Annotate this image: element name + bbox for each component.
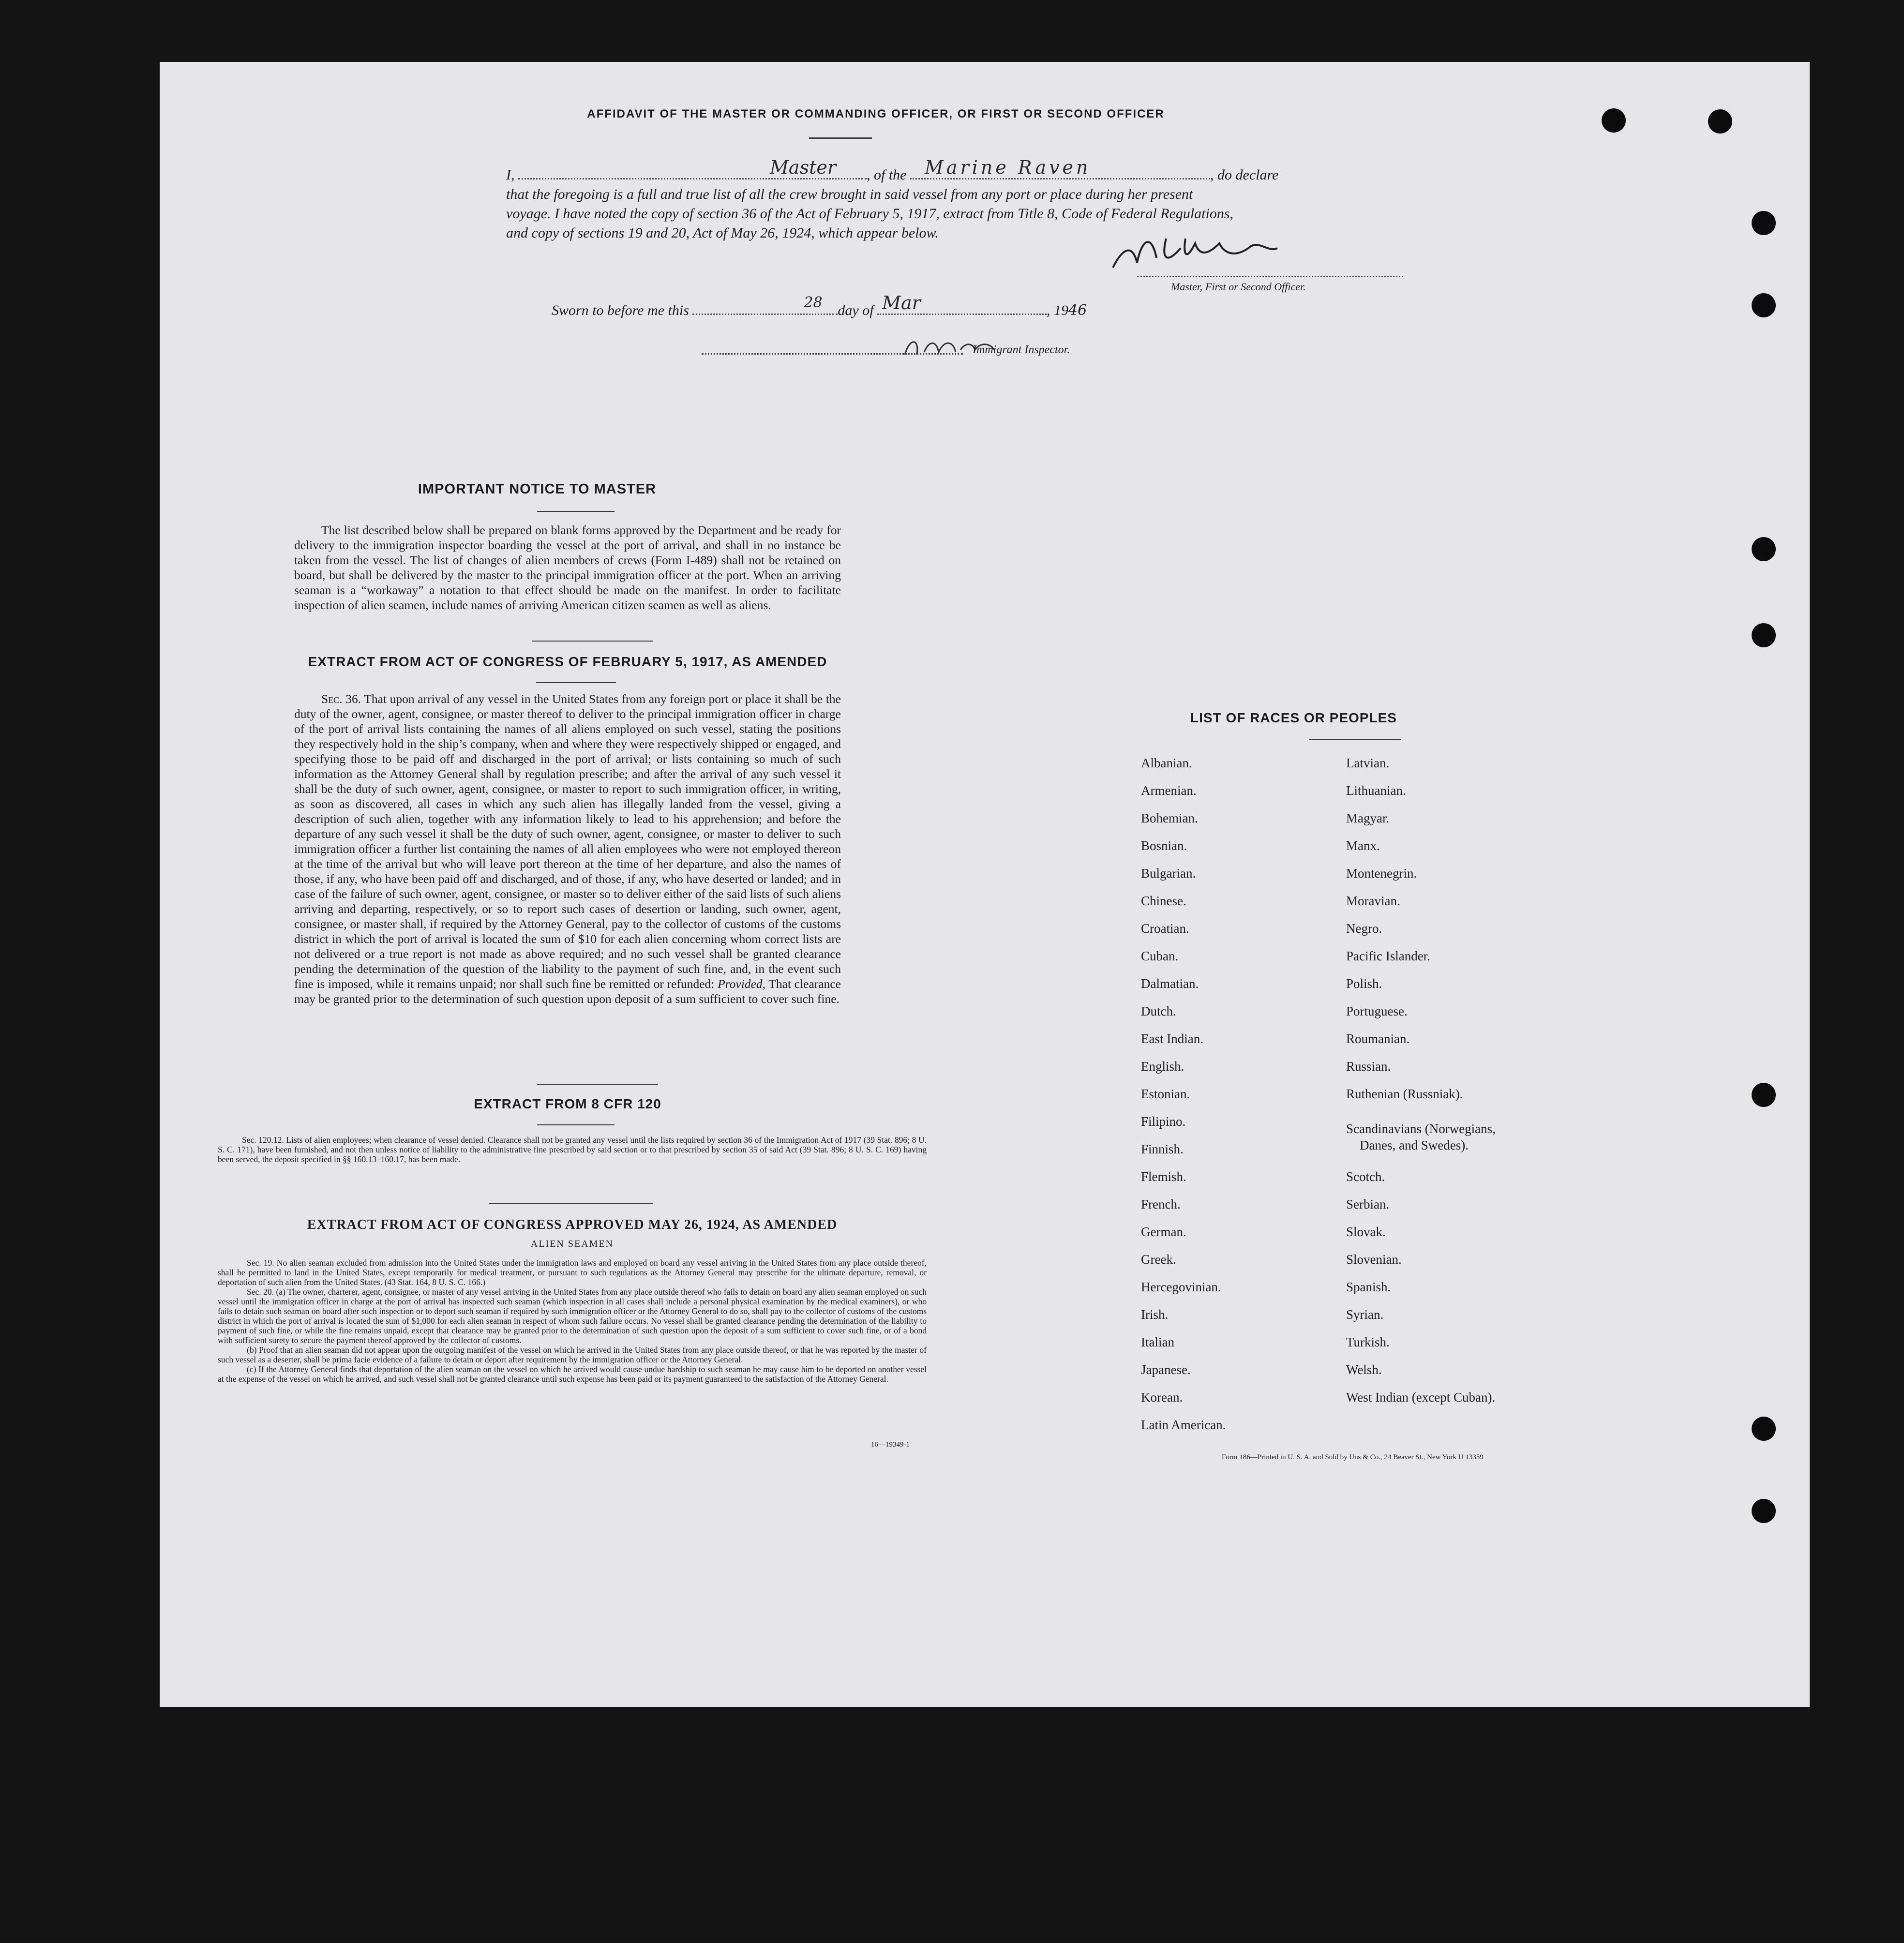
signature-label: Master, First or Second Officer. (1171, 281, 1306, 293)
extract-cfr-title: EXTRACT FROM 8 CFR 120 (474, 1096, 661, 1111)
race-item: Scandinavians (Norwegians, (1346, 1121, 1496, 1136)
race-item: Dutch. (1141, 1004, 1176, 1018)
section-36-label: Sec. 36. (321, 692, 361, 706)
punch-hole (1752, 537, 1776, 561)
punch-hole (1752, 293, 1776, 317)
proviso-label: Provided, (718, 977, 766, 991)
race-item: Latin American. (1141, 1418, 1226, 1432)
master-signature (1103, 229, 1345, 277)
punch-hole (1602, 108, 1626, 133)
race-item: Armenian. (1141, 783, 1197, 798)
do-declare-text: , do declare (1210, 167, 1279, 183)
race-item: Bosnian. (1141, 838, 1187, 853)
affidavit-title: AFFIDAVIT OF THE MASTER OR COMMANDING OFFICER, OR FIRST OR SECOND OFFICER (587, 107, 1165, 120)
punch-hole (1752, 1417, 1776, 1441)
notice-end-rule (532, 641, 653, 642)
section-36-text: That upon arrival of any vessel in the United States from any foreign port or place it shall be the duty of the owner, agent, consignee, or master thereof to deliver to the principal immigration officer in charge of the port of arrival lists containing the names of all aliens employed on such vessel, stating the positions they respectively hold in the ship’s company, when and where they were respectively shipped or engaged, and specifying those to be paid off and discharged in the port of arrival; or lists containing so much of such information as the Attorney General shall by regulation prescribe; and after the arrival of any such vessel it shall be the duty of such owner, agent, consignee, or master to report to such immigration officer, in writing, as soon as discovered, all cases in which any such alien has illegally landed from the vessel, giving a description of such alien, together with any information likely to lead to his apprehension; and before the departure of any such vessel it shall be the duty of such owner, agent, consignee, or master to deliver to such immigration officer a further list containing the names of all alien employees who were not employed thereon at the time of the arrival but who will leave port thereon at the time of her departure, and also the names of those, if any, who have been paid off and discharged, and of those, if any, who have deserted or landed; and in case of the failure of such owner, agent, consignee, or master so to deliver either of the said lists of such aliens arriving and departing, respectively, or so to report such cases of desertion or landing, such owner, agent, consignee, or master shall, if required by the Attorney General, pay to the collector of customs of the customs district in which the port of arrival is located the sum of $10 for each alien concerning whom correct lists are not delivered or a true report is not made as above required; and no such vessel shall be granted clearance pending the determination of the question of the liability to the payment of such fine, and, in the event such fine is imposed, while it remains unpaid; nor shall such fine be remitted or refunded: (294, 692, 841, 991)
form-code: 16—19349-1 (871, 1441, 910, 1449)
punch-hole (1752, 623, 1776, 647)
declaration-line-3: voyage. I have noted the copy of section 36 of the Act of February 5, 1917, extract from Title 8, Code of Federal Regulations, (506, 206, 1234, 222)
race-item: Roumanian. (1346, 1031, 1410, 1046)
month-field (877, 292, 1047, 315)
extract-cfr-end-rule (489, 1203, 653, 1204)
race-item: Korean. (1141, 1390, 1183, 1405)
race-item: Manx. (1346, 838, 1380, 853)
declaration-prefix: I, (506, 167, 515, 183)
punch-hole (1752, 211, 1776, 235)
printer-line: Form 186—Printed in U. S. A. and Sold by Uns & Co., 24 Beaver St., New York U 13359 (1222, 1453, 1484, 1461)
races-title: LIST OF RACES OR PEOPLES (1190, 710, 1397, 725)
race-item: Chinese. (1141, 894, 1186, 908)
inspector-label: Immigrant Inspector. (973, 344, 1070, 356)
race-item: Slovenian. (1346, 1252, 1402, 1267)
race-item: Greek. (1141, 1252, 1176, 1267)
race-item: Pacific Islander. (1346, 949, 1430, 963)
affidavit-declaration (506, 157, 1575, 243)
race-item: Danes, and Swedes). (1360, 1138, 1469, 1152)
race-item: Irish. (1141, 1307, 1169, 1322)
race-item: German. (1141, 1225, 1186, 1239)
extract-cfr-rule (537, 1124, 615, 1125)
notice-body: The list described below shall be prepared on blank forms approved by the Department and be ready for delivery to the immigration inspector boarding the vessel at the port of arrival, and shall in no instance be taken from the vessel. The list of changes of alien members of crews (Form I-489) shall not be retained on board, but shall be delivered by the master to the principal immigration officer at the port. When an arriving seaman is a “workaway” a notation to that effect should be made on the manifest. In order to facilitate inspection of alien seamen, include names of arriving American citizen seamen as well as aliens. (294, 523, 841, 612)
races-rule (1309, 739, 1401, 740)
punch-hole (1752, 1083, 1776, 1107)
race-item: Serbian. (1346, 1197, 1390, 1211)
race-item: Syrian. (1346, 1307, 1384, 1322)
race-item: Latvian. (1346, 756, 1390, 770)
race-item: Japanese. (1141, 1362, 1191, 1377)
race-item: East Indian. (1141, 1031, 1203, 1046)
signature-line (1137, 276, 1403, 278)
declaration-line-2: that the foregoing is a full and true list of all the crew brought in said vessel from any port or place during her present (506, 186, 1193, 202)
year-prefix: , 19 (1047, 302, 1069, 318)
rank-field (518, 157, 867, 179)
race-item: Dalmatian. (1141, 976, 1199, 991)
race-item: Flemish. (1141, 1169, 1186, 1184)
race-item: Slovak. (1346, 1225, 1386, 1239)
race-item: Hercegovinian. (1141, 1280, 1221, 1294)
race-item: Estonian. (1141, 1087, 1190, 1101)
declaration-line-1 (506, 157, 1575, 185)
day-handwriting: 28 (804, 294, 823, 311)
day-field (692, 294, 838, 315)
extract-1917-rule (536, 682, 616, 683)
section-20a-text: Sec. 20. (a) The owner, charterer, agent, consignee, or master of any vessel arriving in the United States from any place outside thereof who fails to detain on board any alien seaman employed on such vessel until the immigration officer in charge at the port of arrival has inspected such seaman (which inspection in all cases shall include a personal physical examination by the medical examiners), or who fails to detain such seaman on board after such inspection or to deport such seaman if required by such immigration officer or the Attorney General to do so, shall pay to the collector of customs of the customs district in which the port of arrival is located the sum of $1,000 for each alien seaman in respect of whom such failure occurs. No vessel shall be granted clearance pending the determination of the liability to payment of such fine, or while the fine remains unpaid, except that clearance may be granted prior to the determination of such question upon the deposit of a sum sufficient to cover such fine, or of a bond with sufficient surety to secure the payment thereof approved by the collector of customs. (218, 1287, 927, 1345)
year-handwriting: 46 (1068, 302, 1087, 319)
extract-1917-body (294, 691, 841, 1006)
race-item: English. (1141, 1059, 1184, 1074)
section-20c-text: (c) If the Attorney General finds that deportation of the alien seaman on the vessel on which he arrived would cause undue hardship to such seaman he may cause him to be deported on another vessel at the expense of the vessel on which he arrived, and such vessel shall not be granted clearance until such expense has been paid or its payment guaranteed to the satisfaction of the Attorney General. (218, 1364, 927, 1384)
sworn-prefix: Sworn to before me this (552, 302, 689, 318)
race-item: Spanish. (1346, 1280, 1391, 1294)
race-item: Negro. (1346, 921, 1382, 936)
race-item: Ruthenian (Russniak). (1346, 1087, 1463, 1101)
of-the-text: , of the (867, 167, 907, 183)
section-20b-text: (b) Proof that an alien seaman did not appear upon the outgoing manifest of the vessel on which he arrived in the United States from any place outside thereof, or that he was reported by the master of such vessel as a deserter, shall be prima facie evidence of a failure to detain or deport after requirement by the immigration officer or the Attorney General. (218, 1345, 927, 1364)
race-item: Magyar. (1346, 811, 1390, 825)
race-item: Croatian. (1141, 921, 1189, 936)
extract-1924-subtitle: ALIEN SEAMEN (530, 1239, 614, 1249)
race-item: Montenegrin. (1346, 866, 1417, 881)
title-rule (809, 137, 872, 139)
race-item: Polish. (1346, 976, 1382, 991)
month-handwriting: Mar (882, 292, 921, 314)
race-item: Scotch. (1346, 1169, 1385, 1184)
section-19-text: Sec. 19. No alien seaman excluded from admission into the United States under the immigration laws and employed on board any vessel arriving in the United States from any place outside thereof, shall be permitted to land in the United States, except temporarily for medical treatment, or pursuant to such regulations as the Attorney General may prescribe for the ultimate departure, removal, or deportation of such alien from the United States. (43 Stat. 164, 8 U. S. C. 166.) (218, 1258, 927, 1287)
race-item: Lithuanian. (1346, 783, 1406, 798)
notice-title: IMPORTANT NOTICE TO MASTER (418, 481, 657, 497)
punch-hole (1752, 1499, 1776, 1523)
extract-cfr-body: Sec. 120.12. Lists of alien employees; when clearance of vessel denied. Clearance shall not be granted any vessel until the lists required by section 36 of the Immigration Act of 1917 (39 Stat. 896; 8 U. S. C. 171), have been furnished, and not then unless notice of liability to the administrative fine prescribed by said section or to that prescribed by section 35 of said Act (39 Stat. 896; 8 U. S. C. 169) having been served, the deposit specified in §§ 160.13–160.17, has been made. (218, 1135, 927, 1164)
extract-1917-end-rule (537, 1084, 658, 1085)
extract-1917-title: EXTRACT FROM ACT OF CONGRESS OF FEBRUARY 5, 1917, AS AMENDED (308, 654, 827, 669)
race-item: Italian (1141, 1335, 1174, 1349)
declaration-line-4: and copy of sections 19 and 20, Act of May 26, 1924, which appear below. (506, 225, 939, 241)
extract-1924-body (218, 1258, 927, 1384)
inspector-line (702, 353, 963, 356)
race-item: French. (1141, 1197, 1181, 1211)
extract-1924-title: EXTRACT FROM ACT OF CONGRESS APPROVED MAY 26, 1924, AS AMENDED (307, 1217, 838, 1232)
race-item: Moravian. (1346, 894, 1400, 908)
race-item: Bulgarian. (1141, 866, 1196, 881)
day-of-text: day of (838, 302, 874, 318)
race-item: Cuban. (1141, 949, 1179, 963)
document-page (160, 62, 1810, 1707)
vessel-field (910, 157, 1210, 179)
race-item: Finnish. (1141, 1142, 1184, 1156)
race-item: Portuguese. (1346, 1004, 1408, 1018)
race-item: Bohemian. (1141, 811, 1198, 825)
punch-hole (1708, 109, 1732, 134)
proviso-text: That clearance may be granted prior to the determination of such question upon deposit of a sum sufficient to cover such fine. (294, 977, 841, 1006)
race-item: Filipino. (1141, 1114, 1186, 1129)
race-item: Russian. (1346, 1059, 1391, 1074)
race-item: West Indian (except Cuban). (1346, 1390, 1496, 1405)
race-item: Albanian. (1141, 756, 1192, 770)
race-item: Turkish. (1346, 1335, 1390, 1349)
notice-rule (537, 511, 615, 512)
sworn-line (552, 292, 1087, 320)
vessel-handwriting: Marine Raven (925, 157, 1091, 178)
rank-handwriting: Master (770, 157, 836, 178)
race-item: Welsh. (1346, 1362, 1382, 1377)
